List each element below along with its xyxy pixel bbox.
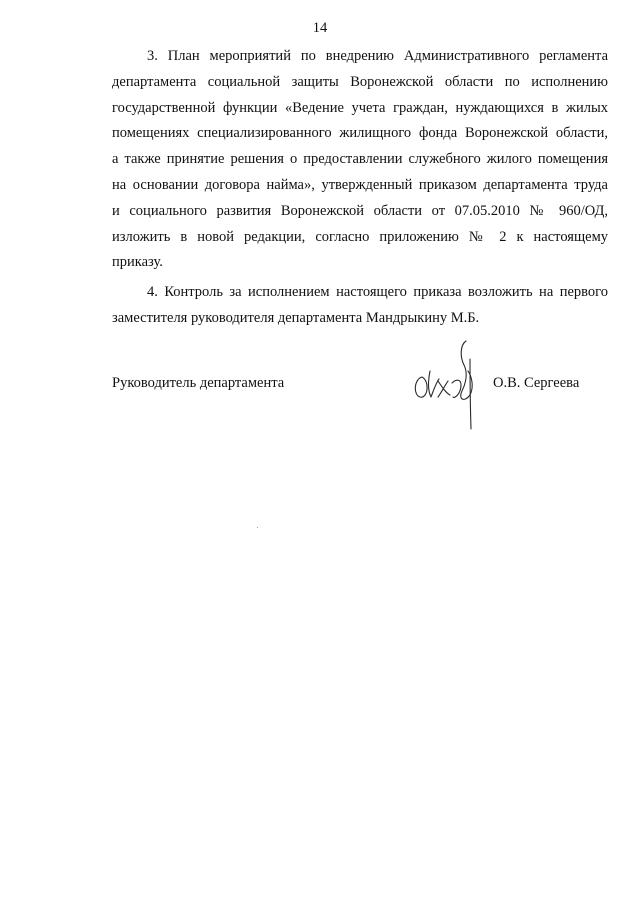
signature-block <box>112 367 608 437</box>
paragraph-line: приказу. <box>112 254 163 271</box>
paragraph-line: заместителя руководителя департамента Мандрыкину М.Б. <box>112 309 480 326</box>
handwritten-signature <box>408 337 488 433</box>
signer-name: О.В. Сергеева <box>493 375 580 391</box>
paragraph-item-3 <box>112 44 608 276</box>
paragraph-line: и социального развития Воронежской области от 07.05.2010 № 960/ОД, <box>112 202 608 219</box>
paragraph-item-4 <box>112 280 608 332</box>
paragraph-line: 4. Контроль за исполнением настоящего приказа возложить на первого <box>147 284 608 301</box>
paragraph-line: а также принятие решения о предоставлении служебного жилого помещения <box>112 151 608 168</box>
paragraph-line: департамента социальной защиты Воронежской области по исполнению <box>112 73 608 90</box>
paragraph-line: государственной функции «Ведение учета граждан, нуждающихся в жилых <box>112 99 608 116</box>
paragraph-line: на основании договора найма», утвержденный приказом департамента труда <box>112 176 608 193</box>
scan-speck <box>257 527 258 528</box>
document-body <box>112 44 608 332</box>
paragraph-line: 3. План мероприятий по внедрению Административного регламента <box>147 48 608 64</box>
page-number: 14 <box>312 20 328 36</box>
paragraph-line: изложить в новой редакции, согласно приложению № 2 к настоящему <box>112 228 608 245</box>
paragraph-line: помещениях специализированного жилищного фонда Воронежской области, <box>112 125 608 142</box>
signer-title: Руководитель департамента <box>112 375 285 391</box>
